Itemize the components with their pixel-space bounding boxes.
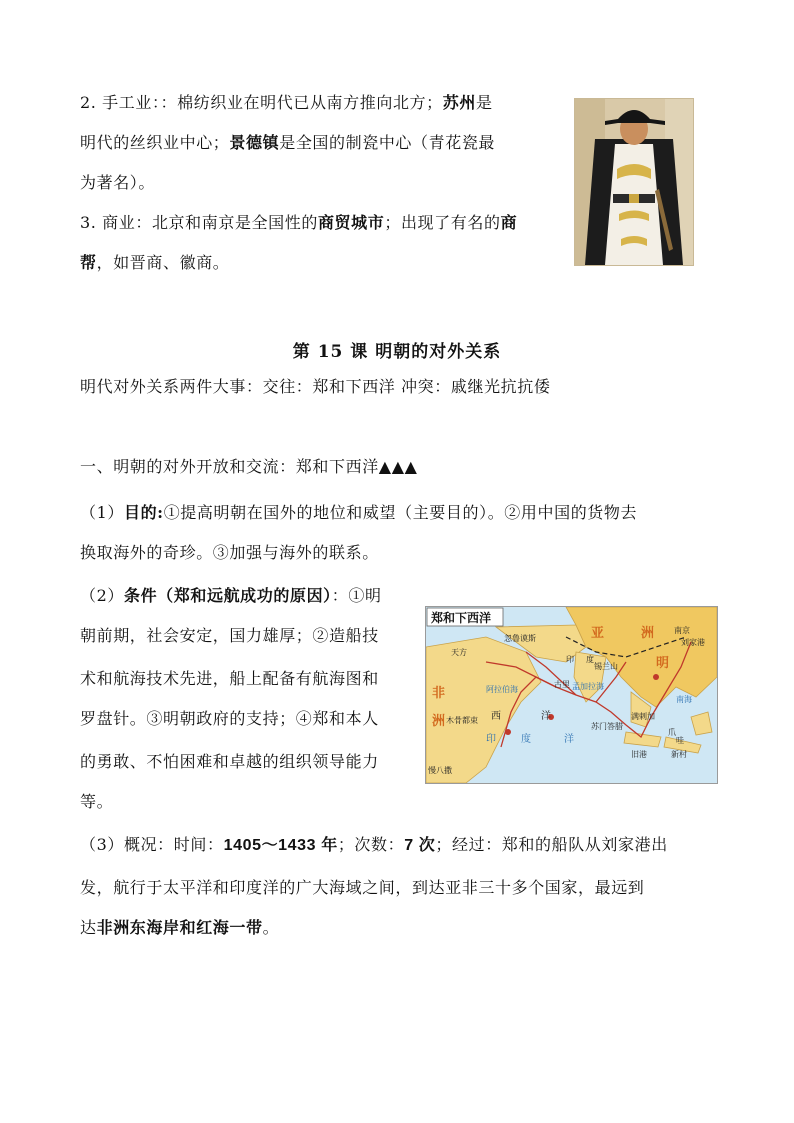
- svg-text:洲: 洲: [432, 714, 446, 729]
- svg-text:洋: 洋: [564, 734, 574, 745]
- handicraft-line-1: 2. 手工业：：棉纺织业在明代已从南方推向北方；苏州是: [80, 93, 493, 112]
- zheng-he-portrait: [574, 98, 694, 266]
- lesson-summary: 明代对外关系两件大事：交往：郑和下西洋 冲突：戚继光抗抗倭: [80, 377, 551, 396]
- conditions-line-2: 朝前期，社会安定，国力雄厚；②造船技: [80, 626, 379, 645]
- section-heading: 一、明朝的对外开放和交流：郑和下西洋▲▲▲: [80, 457, 418, 476]
- svg-text:古里: 古里: [554, 680, 570, 689]
- svg-text:慢八撒: 慢八撒: [428, 766, 452, 775]
- purpose-line-1: （1）目的:①提高明朝在国外的地位和威望（主要目的）。②用中国的货物去: [80, 503, 638, 522]
- svg-text:忽鲁谟斯: 忽鲁谟斯: [504, 634, 536, 643]
- conditions-line-4: 罗盘针。③明朝政府的支持；④郑和本人: [80, 709, 379, 728]
- overview-line-1: （3）概况：时间：1405～1433 年；次数：7 次；经过：郑和的船队从刘家港出: [80, 835, 668, 854]
- commerce-line-1: 3. 商业：北京和南京是全国性的商贸城市；出现了有名的商: [80, 213, 518, 232]
- svg-text:印: 印: [486, 734, 496, 745]
- svg-text:刘家港: 刘家港: [681, 638, 705, 647]
- svg-text:哇: 哇: [676, 736, 684, 745]
- voyage-map: [425, 606, 718, 784]
- lesson-title: 第 15 课 明朝的对外关系: [292, 342, 502, 362]
- map-title: 郑和下西洋: [431, 611, 492, 625]
- svg-text:苏门答腊: 苏门答腊: [591, 722, 623, 731]
- svg-text:南京: 南京: [674, 626, 690, 635]
- conditions-line-5: 的勇敢、不怕困难和卓越的组织领导能力: [80, 752, 379, 771]
- svg-text:非: 非: [432, 686, 446, 701]
- commerce-line-2: 帮，如晋商、徽商。: [80, 253, 230, 272]
- svg-text:天方: 天方: [451, 648, 467, 657]
- overview-line-3: 达非洲东海岸和红海一带。: [80, 918, 280, 937]
- svg-text:洋: 洋: [541, 711, 551, 722]
- overview-line-2: 发，航行于太平洋和印度洋的广大海域之间，到达亚非三十多个国家，最远到: [80, 878, 645, 897]
- svg-text:新村: 新村: [671, 750, 687, 759]
- conditions-line-3: 术和航海技术先进，船上配备有航海图和: [80, 669, 379, 688]
- svg-text:木骨都束: 木骨都束: [446, 716, 478, 725]
- svg-text:明: 明: [656, 656, 670, 671]
- svg-text:西: 西: [491, 711, 501, 722]
- svg-text:阿拉伯海: 阿拉伯海: [486, 685, 518, 694]
- svg-text:旧港: 旧港: [631, 750, 647, 759]
- purpose-line-2: 换取海外的奇珍。③加强与海外的联系。: [80, 543, 379, 562]
- svg-text:孟加拉海: 孟加拉海: [572, 682, 604, 691]
- svg-text:满剌加: 满剌加: [631, 712, 655, 721]
- svg-text:印: 印: [566, 655, 574, 664]
- conditions-line-1: （2）条件（郑和远航成功的原因）：①明: [80, 586, 382, 605]
- handicraft-line-3: 为著名）。: [80, 173, 156, 192]
- svg-text:爪: 爪: [668, 728, 676, 737]
- svg-text:度: 度: [586, 655, 594, 664]
- svg-text:度: 度: [521, 734, 531, 745]
- svg-text:南海: 南海: [676, 695, 692, 704]
- handicraft-line-2: 明代的丝织业中心；景德镇是全国的制瓷中心（青花瓷最: [80, 133, 496, 152]
- svg-text:亚: 亚: [591, 626, 605, 641]
- svg-text:洲: 洲: [641, 626, 655, 641]
- svg-text:锡兰山: 锡兰山: [594, 662, 618, 671]
- conditions-line-6: 等。: [80, 792, 114, 811]
